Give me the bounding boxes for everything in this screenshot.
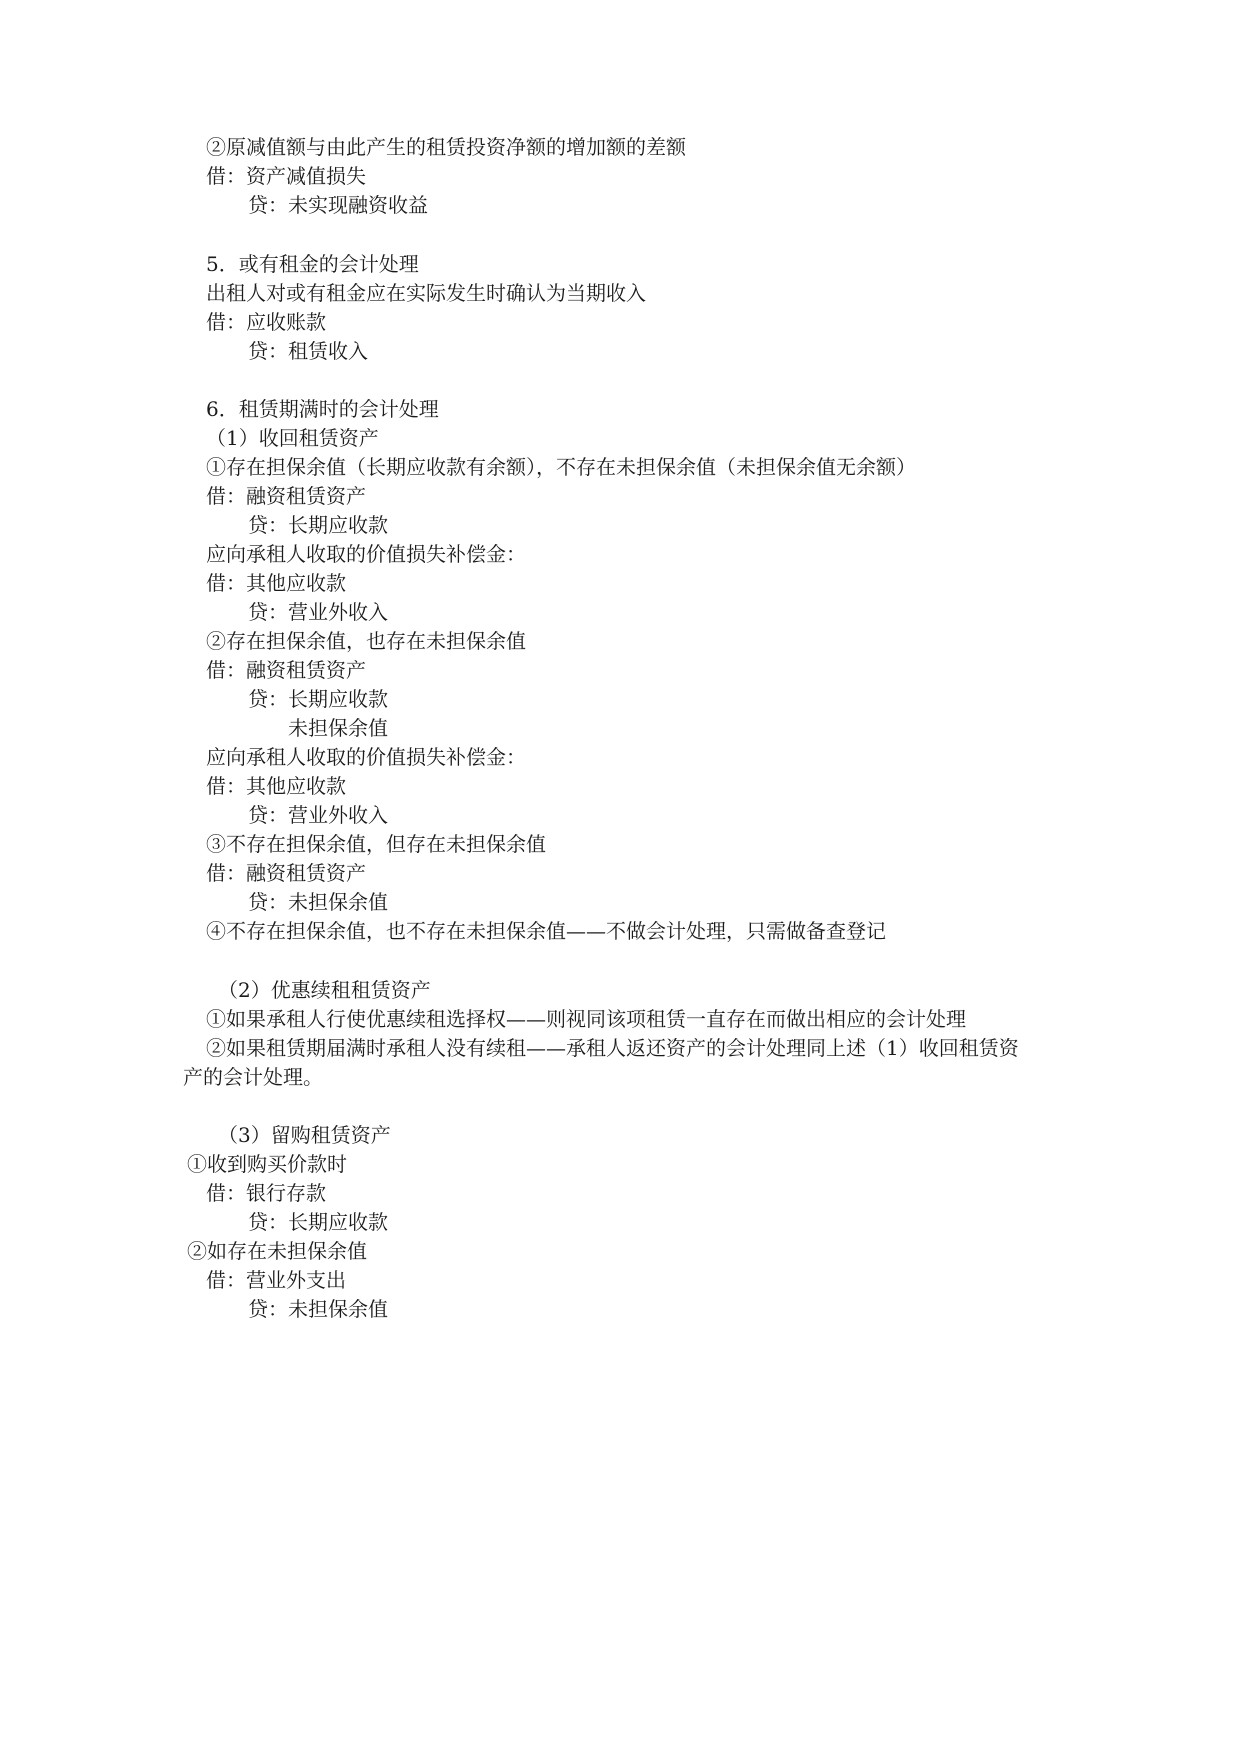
section-5-debit-entry: 借：应收账款	[206, 310, 326, 334]
section-5-credit-entry: 贷：租赁收入	[248, 339, 368, 363]
case-3-text: ③不存在担保余值，但存在未担保余值	[206, 832, 546, 856]
case-1-text: ①存在担保余值（长期应收款有余额），不存在未担保余值（未担保余值无余额）	[206, 455, 916, 479]
subsection-2-item-2-line-1: ②如果租赁期届满时承租人没有续租——承租人返还资产的会计处理同上述（1）收回租赁资	[206, 1036, 1019, 1060]
subsection-2-heading: （2）优惠续租租赁资产	[218, 978, 431, 1002]
compensation-2-debit-entry: 借：其他应收款	[206, 774, 346, 798]
subsection-3-item-1-debit-entry: 借：银行存款	[206, 1181, 326, 1205]
compensation-1-debit-entry: 借：其他应收款	[206, 571, 346, 595]
impairment-item-2: ②原减值额与由此产生的租赁投资净额的增加额的差额	[206, 135, 686, 159]
case-2-debit-entry: 借：融资租赁资产	[206, 658, 366, 682]
subsection-3-item-2: ②如存在未担保余值	[187, 1239, 367, 1263]
case-2-credit-entry-2: 未担保余值	[288, 716, 388, 740]
compensation-note-1: 应向承租人收取的价值损失补偿金：	[206, 542, 526, 566]
case-1-credit-entry: 贷：长期应收款	[248, 513, 388, 537]
case-3-debit-entry: 借：融资租赁资产	[206, 861, 366, 885]
compensation-2-credit-entry: 贷：营业外收入	[248, 803, 388, 827]
compensation-1-credit-entry: 贷：营业外收入	[248, 600, 388, 624]
subsection-2-item-1: ①如果承租人行使优惠续租选择权——则视同该项租赁一直存在而做出相应的会计处理	[206, 1007, 966, 1031]
section-5-description: 出租人对或有租金应在实际发生时确认为当期收入	[206, 281, 646, 305]
subsection-3-item-2-debit-entry: 借：营业外支出	[206, 1268, 346, 1292]
subsection-3-item-1-credit-entry: 贷：长期应收款	[248, 1210, 388, 1234]
subsection-3-item-2-credit-entry: 贷：未担保余值	[248, 1297, 388, 1321]
compensation-note-2: 应向承租人收取的价值损失补偿金：	[206, 745, 526, 769]
case-3-credit-entry: 贷：未担保余值	[248, 890, 388, 914]
case-4-text: ④不存在担保余值，也不存在未担保余值——不做会计处理，只需做备查登记	[206, 919, 886, 943]
subsection-2-item-2-line-2: 产的会计处理。	[183, 1065, 323, 1089]
impairment-debit-entry: 借：资产减值损失	[206, 164, 366, 188]
case-1-debit-entry: 借：融资租赁资产	[206, 484, 366, 508]
subsection-3-item-1: ①收到购买价款时	[187, 1152, 347, 1176]
section-6-heading: 6．租赁期满时的会计处理	[206, 397, 439, 421]
section-5-heading: 5．或有租金的会计处理	[206, 252, 419, 276]
case-2-credit-entry: 贷：长期应收款	[248, 687, 388, 711]
subsection-1-heading: （1）收回租赁资产	[206, 426, 379, 450]
case-2-text: ②存在担保余值，也存在未担保余值	[206, 629, 526, 653]
subsection-3-heading: （3）留购租赁资产	[218, 1123, 391, 1147]
impairment-credit-entry: 贷：未实现融资收益	[248, 193, 428, 217]
